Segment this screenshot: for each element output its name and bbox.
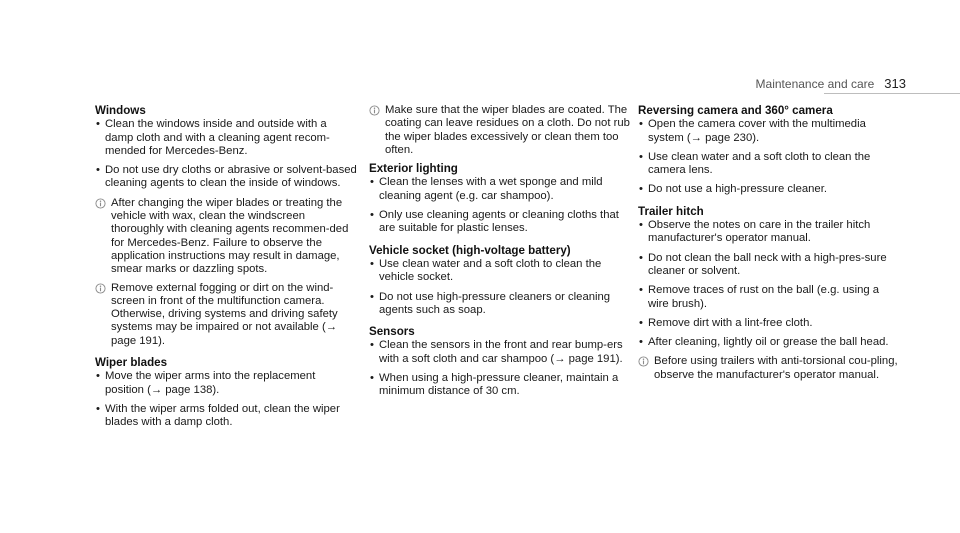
list-item: • After cleaning, lightly oil or grease the ball head. xyxy=(638,336,898,349)
section-heading: Vehicle socket (high-voltage battery) xyxy=(369,243,571,257)
list-item: • Do not clean the ball neck with a high-pres-sure cleaner or solvent. xyxy=(638,252,898,279)
list-item: • Move the wiper arms into the replacement position (→ page 138). xyxy=(95,370,357,397)
column-middle xyxy=(369,104,631,407)
column-right xyxy=(638,104,898,390)
bullet-list xyxy=(95,118,357,190)
list-item: • Do not use a high-pressure cleaner. xyxy=(638,183,898,196)
column-left xyxy=(95,104,357,438)
list-item: • Remove dirt with a lint-free cloth. xyxy=(638,317,898,330)
section-heading: Windows xyxy=(95,104,146,117)
list-item: • Use clean water and a soft cloth to clean the camera lens. xyxy=(638,151,898,178)
bullet-list xyxy=(95,370,357,429)
section-wiper-blades xyxy=(95,356,357,429)
header-divider xyxy=(824,93,960,94)
bullet-list xyxy=(369,339,631,398)
info-circle-icon xyxy=(369,105,380,116)
bullet-list xyxy=(638,219,898,349)
list-item: • Clean the lenses with a wet sponge and mild cleaning agent (e.g. car shampoo). xyxy=(369,176,631,203)
note-text: Make sure that the wiper blades are coated. The coating can leave residues on a cloth. Do not rub the wiper blades excessively or clean them too often. xyxy=(385,104,630,156)
section-vehicle-socket xyxy=(369,244,631,317)
section-heading: Sensors xyxy=(369,325,415,339)
bullet-list xyxy=(638,118,898,196)
bullet-list xyxy=(369,258,631,317)
list-item: • Only use cleaning agents or cleaning cloths that are suitable for plastic lenses. xyxy=(369,209,631,236)
section-heading: Exterior lighting xyxy=(369,162,458,176)
info-note xyxy=(369,104,631,157)
list-item: • Use clean water and a soft cloth to clean the vehicle socket. xyxy=(369,258,631,285)
section-heading: Reversing camera and 360° camera xyxy=(638,104,833,117)
list-item: • Do not use dry cloths or abrasive or solvent-based cleaning agents to clean the inside of windows. xyxy=(95,164,357,191)
note-text: Before using trailers with anti-torsional cou-pling, observe the manufacturer's operator manual. xyxy=(654,355,898,381)
section-reversing-camera xyxy=(638,104,898,197)
section-trailer-hitch xyxy=(638,205,898,382)
bullet-list xyxy=(369,176,631,235)
section-heading: Wiper blades xyxy=(95,356,168,370)
list-item: • Clean the sensors in the front and rear bump-ers with a soft cloth and car shampoo (→ page 191). xyxy=(369,339,631,366)
info-circle-icon xyxy=(95,198,106,209)
list-item: • Observe the notes on care in the trailer hitch manufacturer's operator manual. xyxy=(638,219,898,246)
section-windows xyxy=(95,104,357,348)
note-text: After changing the wiper blades or treating the vehicle with wax, clean the windscreen thoroughly with cleaning agents recommen-ded for Mercedes-Benz. Failure to observe the application instructions may result in damage, smear marks or dazzling spots. xyxy=(111,196,349,276)
list-item: • Clean the windows inside and outside with a damp cloth and with a cleaning agent recom-mended for Mercedes-Benz. xyxy=(95,118,357,158)
section-heading: Trailer hitch xyxy=(638,204,704,218)
info-circle-icon xyxy=(95,283,106,294)
section-exterior-lighting xyxy=(369,162,631,235)
info-circle-icon xyxy=(638,356,649,367)
section-sensors xyxy=(369,325,631,398)
header-section-title: Maintenance and care xyxy=(755,77,875,91)
page-header xyxy=(756,76,906,91)
page-number: 313 xyxy=(884,76,906,91)
list-item: • When using a high-pressure cleaner, maintain a minimum distance of 30 cm. xyxy=(369,372,631,399)
list-item: • Open the camera cover with the multimedia system (→ page 230). xyxy=(638,118,898,145)
list-item: • Do not use high-pressure cleaners or cleaning agents such as soap. xyxy=(369,291,631,318)
list-item: • With the wiper arms folded out, clean the wiper blades with a damp cloth. xyxy=(95,403,357,430)
info-note xyxy=(95,197,357,277)
note-text: Remove external fogging or dirt on the wind-screen in front of the multifunction camera. Otherwise, driving systems and driving safety systems may be impaired or not available (→ page 191). xyxy=(111,281,338,347)
list-item: • Remove traces of rust on the ball (e.g. using a wire brush). xyxy=(638,284,898,311)
info-note xyxy=(95,282,357,348)
info-note xyxy=(638,355,898,382)
